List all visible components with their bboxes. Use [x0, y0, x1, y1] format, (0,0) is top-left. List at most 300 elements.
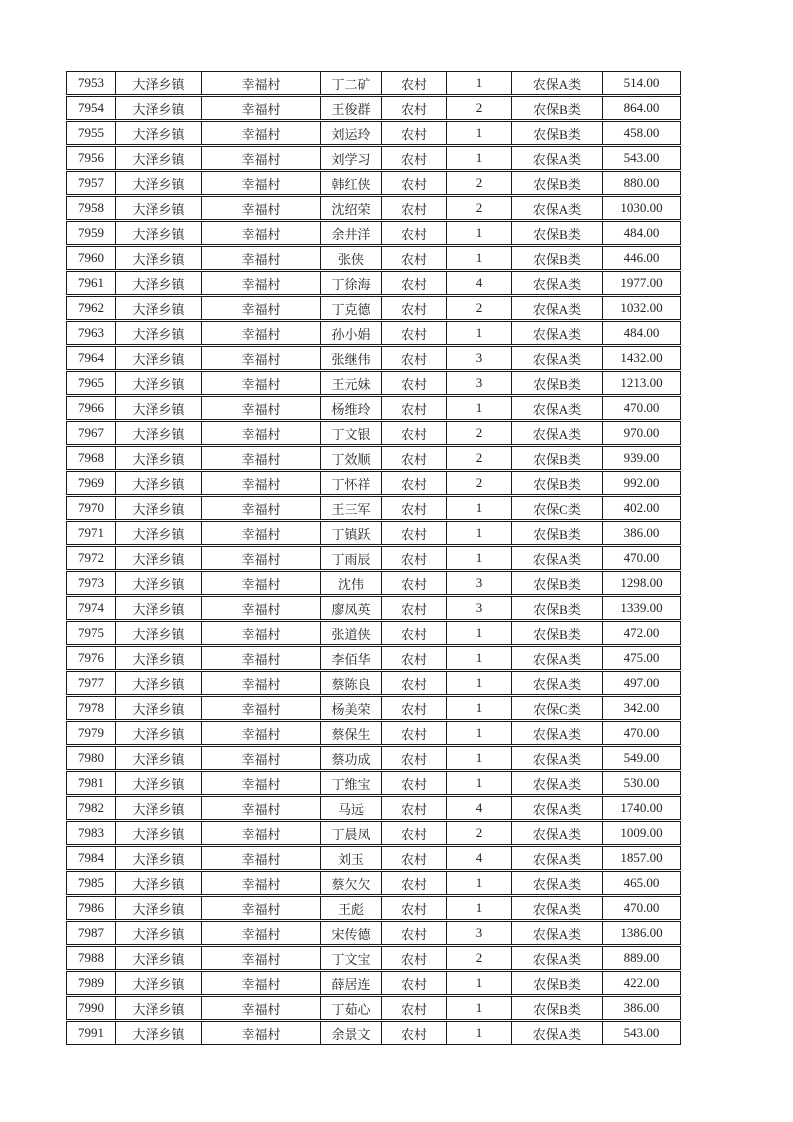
cell-village: 幸福村	[201, 446, 321, 470]
cell-household-type: 农村	[381, 246, 447, 270]
cell-id: 7955	[66, 121, 116, 145]
cell-insurance-category: 农保A类	[511, 671, 603, 695]
cell-insurance-category: 农保A类	[511, 946, 603, 970]
cell-town: 大泽乡镇	[115, 796, 202, 820]
cell-insurance-category: 农保A类	[511, 71, 603, 95]
cell-name: 沈伟	[320, 571, 382, 595]
cell-id: 7956	[66, 146, 116, 170]
cell-name: 刘运玲	[320, 121, 382, 145]
cell-amount: 1339.00	[602, 596, 681, 620]
cell-name: 马远	[320, 796, 382, 820]
cell-name: 张继伟	[320, 346, 382, 370]
cell-id: 7958	[66, 196, 116, 220]
cell-insurance-category: 农保A类	[511, 921, 603, 945]
cell-household-type: 农村	[381, 821, 447, 845]
table-row	[66, 221, 681, 245]
cell-id: 7971	[66, 521, 116, 545]
cell-amount: 470.00	[602, 721, 681, 745]
cell-amount: 1857.00	[602, 846, 681, 870]
cell-count: 2	[446, 946, 512, 970]
cell-village: 幸福村	[201, 71, 321, 95]
cell-village: 幸福村	[201, 571, 321, 595]
cell-amount: 1009.00	[602, 821, 681, 845]
cell-town: 大泽乡镇	[115, 296, 202, 320]
cell-household-type: 农村	[381, 1021, 447, 1045]
table-row	[66, 996, 681, 1020]
cell-amount: 1030.00	[602, 196, 681, 220]
cell-count: 2	[446, 96, 512, 120]
cell-id: 7986	[66, 896, 116, 920]
cell-town: 大泽乡镇	[115, 1021, 202, 1045]
cell-insurance-category: 农保A类	[511, 746, 603, 770]
cell-town: 大泽乡镇	[115, 346, 202, 370]
cell-count: 3	[446, 921, 512, 945]
cell-village: 幸福村	[201, 871, 321, 895]
cell-name: 丁怀祥	[320, 471, 382, 495]
cell-amount: 458.00	[602, 121, 681, 145]
cell-village: 幸福村	[201, 996, 321, 1020]
table-row	[66, 746, 681, 770]
table-row	[66, 771, 681, 795]
cell-id: 7978	[66, 696, 116, 720]
cell-count: 4	[446, 271, 512, 295]
cell-village: 幸福村	[201, 771, 321, 795]
cell-town: 大泽乡镇	[115, 321, 202, 345]
cell-village: 幸福村	[201, 121, 321, 145]
cell-count: 1	[446, 646, 512, 670]
cell-id: 7982	[66, 796, 116, 820]
cell-household-type: 农村	[381, 96, 447, 120]
cell-amount: 470.00	[602, 546, 681, 570]
cell-amount: 497.00	[602, 671, 681, 695]
cell-town: 大泽乡镇	[115, 521, 202, 545]
cell-amount: 514.00	[602, 71, 681, 95]
cell-insurance-category: 农保A类	[511, 771, 603, 795]
cell-amount: 543.00	[602, 146, 681, 170]
cell-amount: 386.00	[602, 996, 681, 1020]
cell-name: 丁二矿	[320, 71, 382, 95]
cell-amount: 864.00	[602, 96, 681, 120]
cell-name: 丁晨凤	[320, 821, 382, 845]
cell-count: 1	[446, 671, 512, 695]
cell-town: 大泽乡镇	[115, 771, 202, 795]
cell-household-type: 农村	[381, 696, 447, 720]
cell-amount: 1213.00	[602, 371, 681, 395]
cell-town: 大泽乡镇	[115, 96, 202, 120]
cell-id: 7983	[66, 821, 116, 845]
cell-insurance-category: 农保B类	[511, 996, 603, 1020]
cell-village: 幸福村	[201, 971, 321, 995]
cell-insurance-category: 农保B类	[511, 171, 603, 195]
cell-town: 大泽乡镇	[115, 821, 202, 845]
cell-id: 7967	[66, 421, 116, 445]
cell-town: 大泽乡镇	[115, 621, 202, 645]
cell-town: 大泽乡镇	[115, 71, 202, 95]
cell-amount: 1740.00	[602, 796, 681, 820]
cell-household-type: 农村	[381, 596, 447, 620]
cell-count: 3	[446, 371, 512, 395]
table-row	[66, 496, 681, 520]
cell-amount: 549.00	[602, 746, 681, 770]
cell-village: 幸福村	[201, 146, 321, 170]
cell-household-type: 农村	[381, 271, 447, 295]
cell-count: 1	[446, 971, 512, 995]
table-row	[66, 521, 681, 545]
table-row	[66, 846, 681, 870]
cell-town: 大泽乡镇	[115, 721, 202, 745]
cell-village: 幸福村	[201, 171, 321, 195]
cell-insurance-category: 农保B类	[511, 246, 603, 270]
cell-town: 大泽乡镇	[115, 496, 202, 520]
cell-id: 7973	[66, 571, 116, 595]
cell-household-type: 农村	[381, 321, 447, 345]
cell-town: 大泽乡镇	[115, 121, 202, 145]
table-row	[66, 821, 681, 845]
cell-name: 丁克德	[320, 296, 382, 320]
table-row	[66, 196, 681, 220]
cell-count: 3	[446, 346, 512, 370]
cell-insurance-category: 农保A类	[511, 196, 603, 220]
cell-id: 7990	[66, 996, 116, 1020]
cell-name: 丁茹心	[320, 996, 382, 1020]
cell-count: 1	[446, 496, 512, 520]
cell-household-type: 农村	[381, 171, 447, 195]
cell-count: 2	[446, 196, 512, 220]
table-row	[66, 421, 681, 445]
cell-id: 7974	[66, 596, 116, 620]
cell-insurance-category: 农保A类	[511, 421, 603, 445]
cell-name: 孙小娟	[320, 321, 382, 345]
cell-village: 幸福村	[201, 221, 321, 245]
cell-id: 7964	[66, 346, 116, 370]
cell-household-type: 农村	[381, 346, 447, 370]
cell-count: 1	[446, 996, 512, 1020]
cell-count: 1	[446, 246, 512, 270]
cell-household-type: 农村	[381, 71, 447, 95]
cell-village: 幸福村	[201, 496, 321, 520]
cell-name: 张道侠	[320, 621, 382, 645]
cell-id: 7984	[66, 846, 116, 870]
cell-id: 7987	[66, 921, 116, 945]
cell-town: 大泽乡镇	[115, 996, 202, 1020]
cell-insurance-category: 农保A类	[511, 271, 603, 295]
cell-village: 幸福村	[201, 1021, 321, 1045]
cell-count: 2	[446, 471, 512, 495]
cell-id: 7991	[66, 1021, 116, 1045]
cell-household-type: 农村	[381, 671, 447, 695]
table-row	[66, 71, 681, 95]
cell-household-type: 农村	[381, 546, 447, 570]
cell-household-type: 农村	[381, 796, 447, 820]
cell-town: 大泽乡镇	[115, 946, 202, 970]
cell-id: 7969	[66, 471, 116, 495]
cell-insurance-category: 农保B类	[511, 971, 603, 995]
cell-amount: 1386.00	[602, 921, 681, 945]
cell-village: 幸福村	[201, 671, 321, 695]
cell-count: 1	[446, 696, 512, 720]
cell-name: 宋传德	[320, 921, 382, 945]
cell-town: 大泽乡镇	[115, 696, 202, 720]
cell-name: 王彪	[320, 896, 382, 920]
cell-name: 李佰华	[320, 646, 382, 670]
cell-id: 7979	[66, 721, 116, 745]
cell-amount: 386.00	[602, 521, 681, 545]
cell-name: 沈绍荣	[320, 196, 382, 220]
cell-town: 大泽乡镇	[115, 271, 202, 295]
cell-insurance-category: 农保A类	[511, 346, 603, 370]
benefit-roster-table	[66, 71, 681, 1046]
cell-household-type: 农村	[381, 396, 447, 420]
table-row	[66, 871, 681, 895]
cell-insurance-category: 农保B类	[511, 521, 603, 545]
cell-village: 幸福村	[201, 196, 321, 220]
cell-household-type: 农村	[381, 971, 447, 995]
cell-name: 余景文	[320, 1021, 382, 1045]
cell-town: 大泽乡镇	[115, 396, 202, 420]
cell-id: 7977	[66, 671, 116, 695]
cell-household-type: 农村	[381, 221, 447, 245]
cell-village: 幸福村	[201, 721, 321, 745]
cell-insurance-category: 农保B类	[511, 221, 603, 245]
cell-insurance-category: 农保B类	[511, 446, 603, 470]
table-row	[66, 446, 681, 470]
cell-amount: 446.00	[602, 246, 681, 270]
cell-name: 蔡陈良	[320, 671, 382, 695]
cell-household-type: 农村	[381, 746, 447, 770]
cell-insurance-category: 农保A类	[511, 546, 603, 570]
cell-household-type: 农村	[381, 421, 447, 445]
cell-household-type: 农村	[381, 921, 447, 945]
cell-name: 王元妹	[320, 371, 382, 395]
cell-town: 大泽乡镇	[115, 846, 202, 870]
cell-name: 蔡功成	[320, 746, 382, 770]
cell-count: 4	[446, 796, 512, 820]
cell-count: 1	[446, 896, 512, 920]
cell-insurance-category: 农保B类	[511, 621, 603, 645]
cell-id: 7988	[66, 946, 116, 970]
cell-count: 2	[446, 421, 512, 445]
cell-town: 大泽乡镇	[115, 546, 202, 570]
table-row	[66, 596, 681, 620]
table-row	[66, 796, 681, 820]
cell-town: 大泽乡镇	[115, 196, 202, 220]
table-row	[66, 571, 681, 595]
cell-name: 王俊群	[320, 96, 382, 120]
cell-household-type: 农村	[381, 446, 447, 470]
cell-town: 大泽乡镇	[115, 471, 202, 495]
cell-town: 大泽乡镇	[115, 971, 202, 995]
cell-amount: 1298.00	[602, 571, 681, 595]
cell-town: 大泽乡镇	[115, 421, 202, 445]
cell-household-type: 农村	[381, 371, 447, 395]
cell-village: 幸福村	[201, 696, 321, 720]
cell-count: 2	[446, 171, 512, 195]
cell-village: 幸福村	[201, 296, 321, 320]
cell-insurance-category: 农保C类	[511, 696, 603, 720]
cell-amount: 422.00	[602, 971, 681, 995]
cell-insurance-category: 农保B类	[511, 371, 603, 395]
table-row	[66, 471, 681, 495]
cell-id: 7970	[66, 496, 116, 520]
cell-count: 1	[446, 521, 512, 545]
cell-count: 3	[446, 596, 512, 620]
cell-household-type: 农村	[381, 571, 447, 595]
cell-household-type: 农村	[381, 946, 447, 970]
cell-id: 7981	[66, 771, 116, 795]
cell-town: 大泽乡镇	[115, 596, 202, 620]
cell-village: 幸福村	[201, 396, 321, 420]
cell-amount: 543.00	[602, 1021, 681, 1045]
cell-town: 大泽乡镇	[115, 246, 202, 270]
cell-amount: 470.00	[602, 396, 681, 420]
cell-village: 幸福村	[201, 471, 321, 495]
cell-name: 薛居连	[320, 971, 382, 995]
cell-village: 幸福村	[201, 246, 321, 270]
cell-town: 大泽乡镇	[115, 571, 202, 595]
table-row	[66, 146, 681, 170]
cell-insurance-category: 农保B类	[511, 596, 603, 620]
cell-id: 7972	[66, 546, 116, 570]
cell-village: 幸福村	[201, 596, 321, 620]
table-row	[66, 121, 681, 145]
cell-insurance-category: 农保A类	[511, 896, 603, 920]
cell-name: 丁镇跃	[320, 521, 382, 545]
cell-amount: 1977.00	[602, 271, 681, 295]
cell-amount: 939.00	[602, 446, 681, 470]
cell-town: 大泽乡镇	[115, 746, 202, 770]
cell-id: 7985	[66, 871, 116, 895]
table-row	[66, 896, 681, 920]
cell-amount: 470.00	[602, 896, 681, 920]
cell-village: 幸福村	[201, 346, 321, 370]
cell-household-type: 农村	[381, 471, 447, 495]
cell-count: 1	[446, 71, 512, 95]
cell-amount: 465.00	[602, 871, 681, 895]
cell-village: 幸福村	[201, 371, 321, 395]
cell-insurance-category: 农保A类	[511, 296, 603, 320]
cell-id: 7965	[66, 371, 116, 395]
cell-town: 大泽乡镇	[115, 896, 202, 920]
cell-id: 7976	[66, 646, 116, 670]
cell-count: 1	[446, 221, 512, 245]
cell-amount: 402.00	[602, 496, 681, 520]
cell-insurance-category: 农保A类	[511, 646, 603, 670]
cell-village: 幸福村	[201, 621, 321, 645]
cell-amount: 484.00	[602, 221, 681, 245]
cell-amount: 475.00	[602, 646, 681, 670]
cell-count: 1	[446, 146, 512, 170]
cell-count: 1	[446, 871, 512, 895]
cell-insurance-category: 农保A类	[511, 796, 603, 820]
table-row	[66, 1021, 681, 1045]
cell-insurance-category: 农保A类	[511, 846, 603, 870]
cell-town: 大泽乡镇	[115, 921, 202, 945]
cell-town: 大泽乡镇	[115, 221, 202, 245]
cell-town: 大泽乡镇	[115, 871, 202, 895]
cell-village: 幸福村	[201, 896, 321, 920]
cell-name: 刘玉	[320, 846, 382, 870]
cell-insurance-category: 农保B类	[511, 96, 603, 120]
cell-village: 幸福村	[201, 521, 321, 545]
cell-id: 7966	[66, 396, 116, 420]
cell-household-type: 农村	[381, 871, 447, 895]
cell-town: 大泽乡镇	[115, 446, 202, 470]
table-row	[66, 546, 681, 570]
cell-count: 1	[446, 746, 512, 770]
cell-count: 1	[446, 721, 512, 745]
cell-name: 丁徐海	[320, 271, 382, 295]
table-row	[66, 671, 681, 695]
cell-amount: 970.00	[602, 421, 681, 445]
cell-insurance-category: 农保B类	[511, 121, 603, 145]
cell-village: 幸福村	[201, 546, 321, 570]
cell-village: 幸福村	[201, 271, 321, 295]
cell-town: 大泽乡镇	[115, 671, 202, 695]
cell-count: 2	[446, 821, 512, 845]
cell-count: 1	[446, 321, 512, 345]
cell-count: 1	[446, 121, 512, 145]
cell-village: 幸福村	[201, 921, 321, 945]
cell-village: 幸福村	[201, 846, 321, 870]
cell-insurance-category: 农保A类	[511, 871, 603, 895]
cell-count: 4	[446, 846, 512, 870]
cell-town: 大泽乡镇	[115, 171, 202, 195]
cell-name: 丁效顺	[320, 446, 382, 470]
cell-count: 1	[446, 771, 512, 795]
cell-household-type: 农村	[381, 771, 447, 795]
cell-household-type: 农村	[381, 196, 447, 220]
cell-id: 7980	[66, 746, 116, 770]
cell-id: 7975	[66, 621, 116, 645]
cell-household-type: 农村	[381, 521, 447, 545]
cell-count: 1	[446, 1021, 512, 1045]
table-row	[66, 371, 681, 395]
table-row	[66, 346, 681, 370]
cell-name: 廖凤英	[320, 596, 382, 620]
cell-insurance-category: 农保A类	[511, 396, 603, 420]
cell-name: 蔡保生	[320, 721, 382, 745]
cell-count: 2	[446, 296, 512, 320]
cell-id: 7963	[66, 321, 116, 345]
cell-insurance-category: 农保B类	[511, 471, 603, 495]
cell-village: 幸福村	[201, 946, 321, 970]
cell-insurance-category: 农保A类	[511, 146, 603, 170]
cell-amount: 484.00	[602, 321, 681, 345]
cell-name: 丁文宝	[320, 946, 382, 970]
cell-household-type: 农村	[381, 496, 447, 520]
cell-name: 刘学习	[320, 146, 382, 170]
cell-village: 幸福村	[201, 646, 321, 670]
cell-town: 大泽乡镇	[115, 146, 202, 170]
cell-id: 7957	[66, 171, 116, 195]
cell-amount: 880.00	[602, 171, 681, 195]
cell-amount: 1032.00	[602, 296, 681, 320]
cell-amount: 889.00	[602, 946, 681, 970]
cell-household-type: 农村	[381, 646, 447, 670]
cell-household-type: 农村	[381, 996, 447, 1020]
cell-name: 蔡欠欠	[320, 871, 382, 895]
cell-count: 3	[446, 571, 512, 595]
cell-amount: 342.00	[602, 696, 681, 720]
cell-insurance-category: 农保A类	[511, 721, 603, 745]
cell-insurance-category: 农保B类	[511, 571, 603, 595]
cell-household-type: 农村	[381, 121, 447, 145]
cell-name: 丁文银	[320, 421, 382, 445]
cell-name: 王三军	[320, 496, 382, 520]
cell-household-type: 农村	[381, 296, 447, 320]
cell-household-type: 农村	[381, 846, 447, 870]
table-row	[66, 946, 681, 970]
